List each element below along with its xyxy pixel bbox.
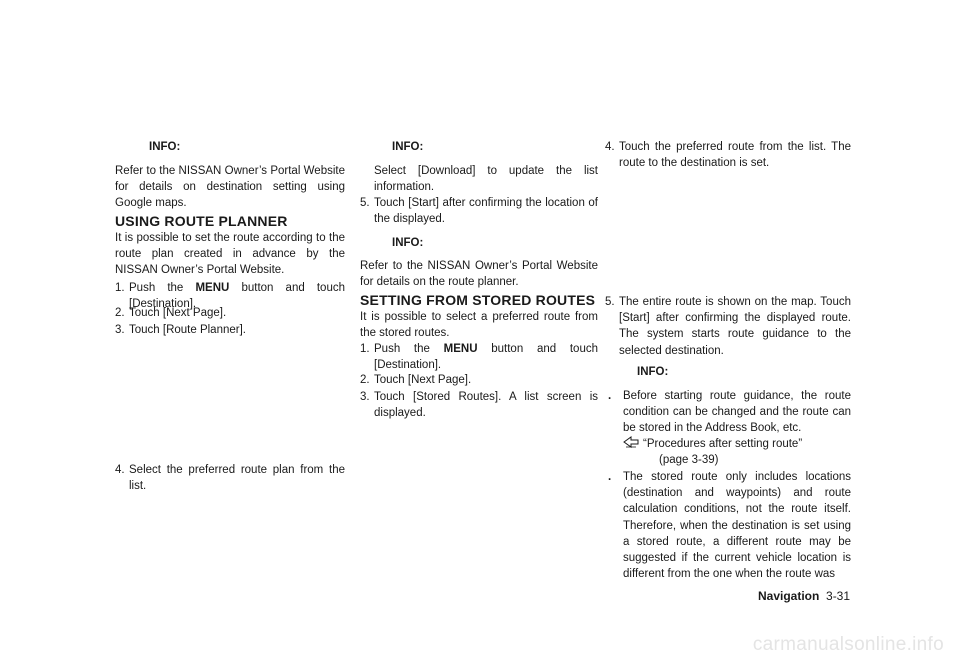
step-text: Select the preferred route plan from the list. xyxy=(129,464,345,493)
step-5 xyxy=(360,195,598,227)
section-name: Navigation xyxy=(758,589,820,603)
info-label: INFO: xyxy=(149,141,181,153)
step-text: The entire route is shown on the map. Touch [Start] after confirming the displayed route. The system starts route guidance to the selected destination. xyxy=(619,296,851,357)
section-intro: It is possible to select a preferred route from the stored routes. xyxy=(360,311,598,340)
step-4 xyxy=(115,462,345,494)
menu-keyword: MENU xyxy=(195,282,230,294)
info-text: Refer to the NISSAN Owner’s Portal Website for details on destination setting using Google maps. xyxy=(115,165,345,210)
step-text: button and touch [Destination]. xyxy=(374,343,598,372)
section-heading: USING ROUTE PLANNER xyxy=(115,213,288,229)
info-label: INFO: xyxy=(392,141,424,153)
step-5 xyxy=(605,294,851,359)
step-text: Push the xyxy=(129,282,196,294)
step-2 xyxy=(115,305,345,321)
section-heading: SETTING FROM STORED ROUTES xyxy=(360,292,596,308)
info-text: Select [Download] to update the list information. xyxy=(374,165,598,194)
page-footer xyxy=(758,589,858,603)
reference-page: (page 3-39) xyxy=(659,454,719,467)
step-text: Touch the preferred route from the list. The route to the destination is set. xyxy=(619,141,851,170)
step-number: 2. xyxy=(360,374,370,386)
step-number: 1. xyxy=(360,343,370,355)
bullet-text: Before starting route guidance, the route condition can be changed and the route can be stored in the Address Book, etc. xyxy=(623,390,851,435)
step-number: 5. xyxy=(605,296,615,308)
info-label: INFO: xyxy=(637,366,669,378)
bullet-mark: . xyxy=(608,390,612,402)
step-number: 3. xyxy=(360,391,370,403)
step-number: 3. xyxy=(115,324,125,336)
step-text: button and touch [Destination]. xyxy=(129,282,345,311)
page-reference xyxy=(605,436,851,468)
step-4 xyxy=(605,139,851,171)
step-text: Push the xyxy=(374,343,444,355)
menu-keyword: MENU xyxy=(443,343,478,355)
bullet-mark: . xyxy=(608,471,612,483)
bullet-item xyxy=(605,388,851,437)
info-text: Refer to the NISSAN Owner’s Portal Website for details on the route planner. xyxy=(360,260,598,289)
step-2 xyxy=(360,372,598,388)
step-text: Touch [Route Planner]. xyxy=(129,324,246,336)
info-label: INFO: xyxy=(392,237,424,249)
bullet-text: The stored route only includes locations (destination and waypoints) and route calculation conditions, not the route itself. Therefore, when the destination is set using a stored route, a different route may be suggested if the current vehicle location is different from the one when the route was xyxy=(623,471,851,581)
section-intro: It is possible to set the route according to the route plan created in advance by the NISSAN Owner’s Portal Website. xyxy=(115,232,345,277)
step-text: Touch [Next Page]. xyxy=(374,374,472,386)
step-number: 4. xyxy=(115,464,125,476)
step-text: Touch [Stored Routes]. A list screen is displayed. xyxy=(374,391,598,420)
bullet-item xyxy=(605,469,851,582)
watermark: carmanualsonline.info xyxy=(752,634,944,655)
step-3 xyxy=(360,389,598,421)
step-3 xyxy=(115,322,345,338)
reference-arrow-icon xyxy=(623,436,643,468)
page-number: 3-31 xyxy=(826,589,851,603)
step-number: 4. xyxy=(605,141,615,153)
step-number: 1. xyxy=(115,282,125,294)
step-text: Touch [Next Page]. xyxy=(129,307,227,319)
step-text: Touch [Start] after confirming the location of the displayed. xyxy=(374,197,598,226)
step-number: 5. xyxy=(360,197,370,209)
step-number: 2. xyxy=(115,307,125,319)
reference-text: “Procedures after setting route” xyxy=(643,438,803,450)
step-1 xyxy=(360,341,598,373)
